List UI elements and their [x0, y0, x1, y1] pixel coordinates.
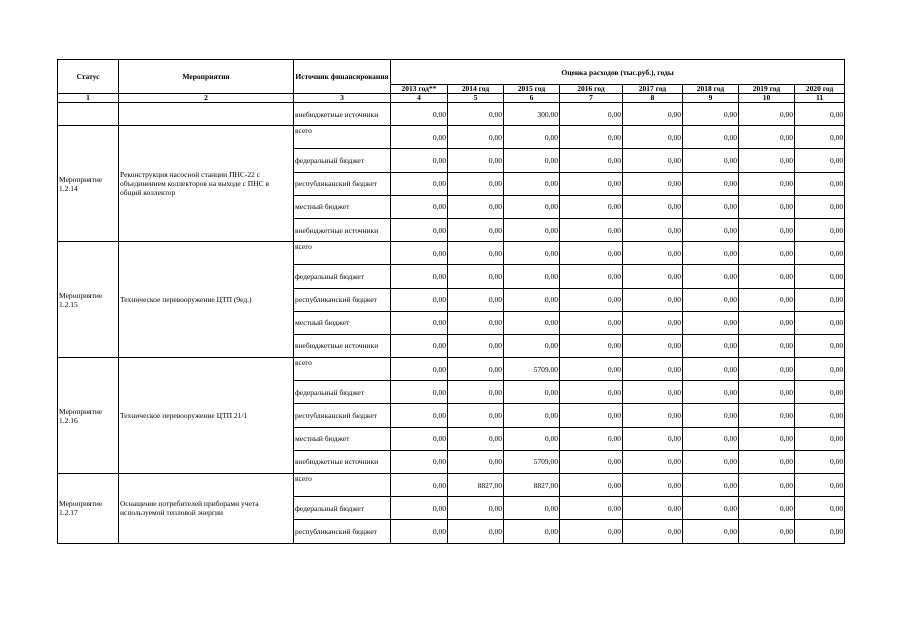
source-cell: федеральный бюджет	[294, 497, 391, 520]
value-cell: 0,00	[795, 427, 845, 450]
value-cell: 0,00	[795, 334, 845, 357]
year-header: 2017 год	[623, 85, 683, 94]
status-header: Статус	[58, 60, 119, 94]
value-cell: 0,00	[448, 404, 504, 427]
value-cell: 0,00	[448, 218, 504, 241]
source-cell: внебюджетные источники	[294, 450, 391, 473]
value-cell: 0,00	[739, 520, 795, 543]
value-cell: 0,00	[560, 218, 623, 241]
source-cell: внебюджетные источники	[294, 103, 391, 126]
value-cell: 0,00	[623, 334, 683, 357]
value-cell: 0,00	[504, 149, 560, 172]
value-cell: 0,00	[391, 126, 448, 149]
value-cell: 0,00	[560, 358, 623, 381]
value-cell: 0,00	[391, 474, 448, 497]
value-cell: 0,00	[683, 311, 739, 334]
value-cell: 0,00	[739, 450, 795, 473]
value-cell: 0,00	[683, 265, 739, 288]
value-cell: 0,00	[623, 520, 683, 543]
value-cell: 0,00	[739, 172, 795, 195]
value-cell: 0,00	[448, 450, 504, 473]
column-number: 10	[739, 94, 795, 103]
value-cell: 0,00	[504, 497, 560, 520]
value-cell: 0,00	[683, 103, 739, 126]
value-cell: 0,00	[739, 218, 795, 241]
value-cell: 0,00	[504, 381, 560, 404]
value-cell: 300,00	[504, 103, 560, 126]
value-cell: 0,00	[391, 149, 448, 172]
value-cell: 0,00	[623, 195, 683, 218]
value-cell: 0,00	[739, 149, 795, 172]
value-cell: 0,00	[739, 103, 795, 126]
value-cell: 0,00	[623, 311, 683, 334]
value-cell: 0,00	[739, 381, 795, 404]
value-cell: 0,00	[448, 195, 504, 218]
event-cell	[119, 103, 294, 126]
column-number: 4	[391, 94, 448, 103]
table-row	[58, 126, 845, 149]
value-cell: 0,00	[504, 311, 560, 334]
status-cell: Мероприятие 1.2.17	[58, 474, 119, 544]
value-cell: 0,00	[683, 288, 739, 311]
value-cell: 0,00	[560, 334, 623, 357]
value-cell: 0,00	[739, 126, 795, 149]
value-cell: 0,00	[739, 242, 795, 265]
value-cell: 0,00	[683, 149, 739, 172]
source-cell: местный бюджет	[294, 427, 391, 450]
value-cell: 0,00	[448, 311, 504, 334]
status-cell: Мероприятие 1.2.15	[58, 242, 119, 358]
value-cell: 0,00	[560, 450, 623, 473]
value-cell: 0,00	[560, 149, 623, 172]
value-cell: 0,00	[391, 103, 448, 126]
value-cell: 0,00	[739, 358, 795, 381]
value-cell: 0,00	[448, 242, 504, 265]
value-cell: 0,00	[739, 265, 795, 288]
value-cell: 0,00	[623, 381, 683, 404]
value-cell: 0,00	[683, 172, 739, 195]
value-cell: 0,00	[391, 404, 448, 427]
value-cell: 0,00	[560, 497, 623, 520]
value-cell: 0,00	[795, 404, 845, 427]
value-cell: 0,00	[504, 520, 560, 543]
value-cell: 0,00	[504, 218, 560, 241]
value-cell: 0,00	[739, 474, 795, 497]
value-cell: 0,00	[795, 497, 845, 520]
value-cell: 0,00	[391, 218, 448, 241]
status-cell: Мероприятие 1.2.16	[58, 358, 119, 474]
value-cell: 0,00	[560, 288, 623, 311]
value-cell: 0,00	[448, 427, 504, 450]
estimate-header: Оценка расходов (тыс.руб.), годы	[391, 60, 845, 85]
value-cell: 0,00	[504, 288, 560, 311]
value-cell: 0,00	[448, 149, 504, 172]
value-cell: 0,00	[504, 126, 560, 149]
source-header: Источник финансирования	[294, 60, 391, 94]
value-cell: 0,00	[739, 311, 795, 334]
value-cell: 0,00	[391, 358, 448, 381]
value-cell: 0,00	[795, 195, 845, 218]
value-cell: 8827,00	[448, 474, 504, 497]
table-row	[58, 474, 845, 497]
value-cell: 0,00	[560, 103, 623, 126]
table-row	[58, 103, 845, 126]
value-cell: 0,00	[795, 149, 845, 172]
value-cell: 0,00	[391, 334, 448, 357]
value-cell: 0,00	[448, 172, 504, 195]
value-cell: 0,00	[795, 242, 845, 265]
source-cell: республиканский бюджет	[294, 288, 391, 311]
value-cell: 0,00	[683, 218, 739, 241]
value-cell: 0,00	[448, 288, 504, 311]
value-cell: 0,00	[739, 404, 795, 427]
value-cell: 0,00	[623, 103, 683, 126]
value-cell: 0,00	[623, 149, 683, 172]
value-cell: 0,00	[623, 218, 683, 241]
source-cell: местный бюджет	[294, 195, 391, 218]
value-cell: 0,00	[739, 497, 795, 520]
value-cell: 0,00	[623, 450, 683, 473]
value-cell: 0,00	[504, 195, 560, 218]
value-cell: 0,00	[560, 520, 623, 543]
source-cell: местный бюджет	[294, 311, 391, 334]
source-cell: внебюджетные источники	[294, 334, 391, 357]
value-cell: 0,00	[683, 126, 739, 149]
value-cell: 0,00	[504, 427, 560, 450]
value-cell: 0,00	[560, 242, 623, 265]
column-number: 3	[294, 94, 391, 103]
value-cell: 0,00	[391, 172, 448, 195]
value-cell: 0,00	[391, 195, 448, 218]
value-cell: 0,00	[391, 497, 448, 520]
source-cell: республиканский бюджет	[294, 520, 391, 543]
value-cell: 0,00	[560, 474, 623, 497]
value-cell: 0,00	[795, 288, 845, 311]
value-cell: 0,00	[391, 427, 448, 450]
value-cell: 0,00	[739, 288, 795, 311]
value-cell: 0,00	[448, 497, 504, 520]
value-cell: 0,00	[739, 334, 795, 357]
year-header: 2014 год	[448, 85, 504, 94]
value-cell: 0,00	[560, 311, 623, 334]
source-cell: всего	[294, 242, 391, 265]
value-cell: 0,00	[623, 126, 683, 149]
value-cell: 0,00	[739, 195, 795, 218]
status-cell: Мероприятие 1.2.14	[58, 126, 119, 242]
value-cell: 0,00	[683, 520, 739, 543]
value-cell: 0,00	[795, 520, 845, 543]
event-cell: Реконструкция насосной станции ПНС-22 с объединением коллекторов на выходе с ПНС в общий коллектор	[119, 126, 294, 242]
value-cell: 0,00	[448, 381, 504, 404]
value-cell: 0,00	[623, 288, 683, 311]
value-cell: 0,00	[683, 242, 739, 265]
value-cell: 0,00	[448, 334, 504, 357]
source-cell: всего	[294, 358, 391, 381]
value-cell: 0,00	[739, 427, 795, 450]
value-cell: 5709,00	[504, 450, 560, 473]
table-row	[58, 358, 845, 381]
value-cell: 0,00	[795, 265, 845, 288]
year-header: 2015 год	[504, 85, 560, 94]
value-cell: 0,00	[560, 172, 623, 195]
value-cell: 0,00	[623, 358, 683, 381]
value-cell: 0,00	[504, 242, 560, 265]
source-cell: внебюджетные источники	[294, 218, 391, 241]
source-cell: федеральный бюджет	[294, 265, 391, 288]
value-cell: 0,00	[391, 265, 448, 288]
value-cell: 0,00	[795, 172, 845, 195]
value-cell: 0,00	[448, 358, 504, 381]
table-row	[58, 242, 845, 265]
value-cell: 0,00	[391, 381, 448, 404]
value-cell: 0,00	[560, 404, 623, 427]
value-cell: 0,00	[795, 474, 845, 497]
value-cell: 0,00	[683, 334, 739, 357]
year-header: 2013 год**	[391, 85, 448, 94]
column-number: 6	[504, 94, 560, 103]
value-cell: 0,00	[560, 126, 623, 149]
value-cell: 0,00	[448, 103, 504, 126]
event-cell: Техническое перевооружение ЦТП (9ед.)	[119, 242, 294, 358]
column-number: 5	[448, 94, 504, 103]
value-cell: 0,00	[391, 242, 448, 265]
value-cell: 0,00	[448, 265, 504, 288]
value-cell: 0,00	[391, 288, 448, 311]
source-cell: федеральный бюджет	[294, 149, 391, 172]
year-header: 2018 год	[683, 85, 739, 94]
column-number: 8	[623, 94, 683, 103]
value-cell: 0,00	[560, 195, 623, 218]
column-number: 7	[560, 94, 623, 103]
value-cell: 0,00	[683, 427, 739, 450]
year-header: 2016 год	[560, 85, 623, 94]
source-cell: республиканский бюджет	[294, 172, 391, 195]
value-cell: 0,00	[504, 334, 560, 357]
source-cell: республиканский бюджет	[294, 404, 391, 427]
column-number: 9	[683, 94, 739, 103]
column-number: 2	[119, 94, 294, 103]
value-cell: 0,00	[795, 103, 845, 126]
status-cell	[58, 103, 119, 126]
column-number: 11	[795, 94, 845, 103]
value-cell: 0,00	[683, 450, 739, 473]
value-cell: 0,00	[448, 126, 504, 149]
value-cell: 0,00	[683, 474, 739, 497]
year-header: 2020 год	[795, 85, 845, 94]
event-cell: Оснащение потребителей приборами учета используемой тепловой энергии	[119, 474, 294, 544]
value-cell: 0,00	[795, 311, 845, 334]
year-header: 2019 год	[739, 85, 795, 94]
value-cell: 0,00	[623, 172, 683, 195]
value-cell: 0,00	[623, 474, 683, 497]
value-cell: 0,00	[683, 381, 739, 404]
value-cell: 0,00	[795, 126, 845, 149]
value-cell: 0,00	[795, 381, 845, 404]
table-body	[58, 103, 845, 544]
value-cell: 0,00	[795, 450, 845, 473]
value-cell: 0,00	[795, 218, 845, 241]
value-cell: 0,00	[504, 265, 560, 288]
value-cell: 0,00	[560, 427, 623, 450]
value-cell: 0,00	[623, 427, 683, 450]
source-cell: федеральный бюджет	[294, 381, 391, 404]
source-cell: всего	[294, 474, 391, 497]
value-cell: 0,00	[683, 497, 739, 520]
event-cell: Техническое перевооружение ЦТП 21/1	[119, 358, 294, 474]
column-number: 1	[58, 94, 119, 103]
value-cell: 5709,00	[504, 358, 560, 381]
value-cell: 0,00	[391, 311, 448, 334]
value-cell: 0,00	[504, 172, 560, 195]
value-cell: 0,00	[623, 265, 683, 288]
value-cell: 0,00	[623, 497, 683, 520]
budget-table	[57, 59, 845, 544]
value-cell: 8827,00	[504, 474, 560, 497]
source-cell: всего	[294, 126, 391, 149]
value-cell: 0,00	[560, 265, 623, 288]
value-cell: 0,00	[504, 404, 560, 427]
value-cell: 0,00	[683, 358, 739, 381]
value-cell: 0,00	[795, 358, 845, 381]
value-cell: 0,00	[560, 381, 623, 404]
value-cell: 0,00	[391, 520, 448, 543]
event-header: Мероприятия	[119, 60, 294, 94]
value-cell: 0,00	[683, 195, 739, 218]
value-cell: 0,00	[623, 404, 683, 427]
value-cell: 0,00	[391, 450, 448, 473]
value-cell: 0,00	[448, 520, 504, 543]
value-cell: 0,00	[623, 242, 683, 265]
value-cell: 0,00	[683, 404, 739, 427]
